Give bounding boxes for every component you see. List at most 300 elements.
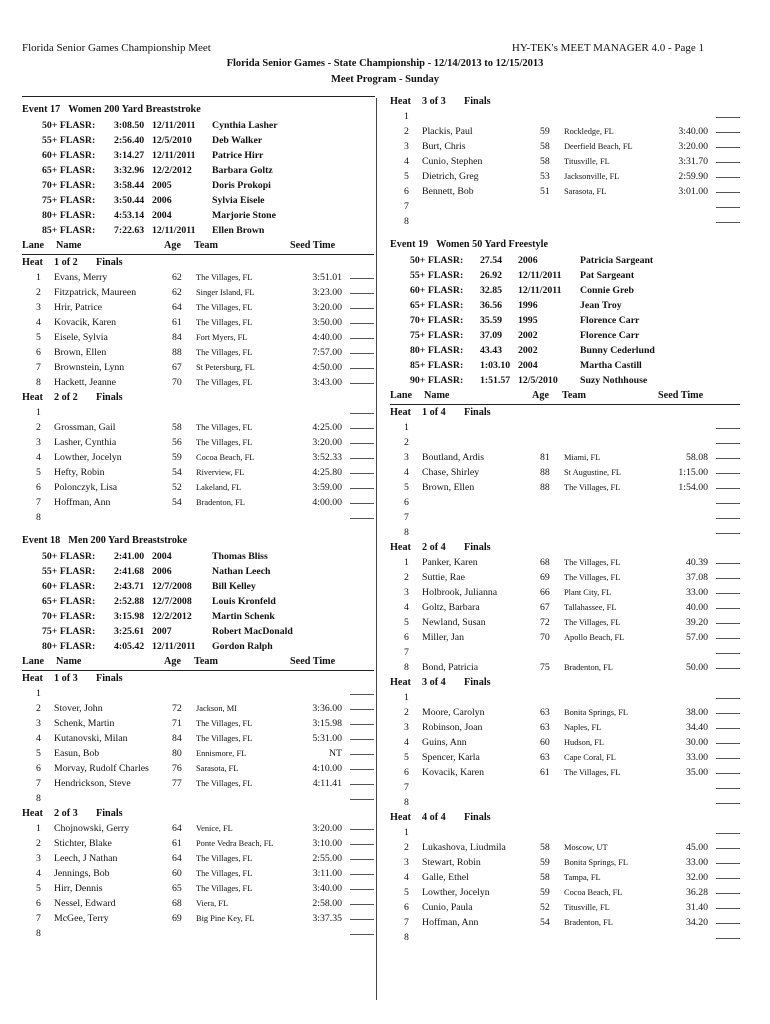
record-row xyxy=(390,330,740,345)
seed-time: 4:11.41 xyxy=(312,778,342,789)
seed-time: 58.08 xyxy=(685,452,708,463)
swimmer-name: Hrir, Patrice xyxy=(54,302,103,313)
record-holder: Gordon Ralph xyxy=(212,641,273,652)
record-time: 2:43.71 xyxy=(114,581,145,592)
seed-time: 3:51.01 xyxy=(312,272,342,283)
swimmer-row xyxy=(390,827,740,842)
swimmer-age: 84 xyxy=(172,733,182,744)
lane-number: 7 xyxy=(36,362,41,373)
seed-time: 33.00 xyxy=(685,752,708,763)
result-blank-line xyxy=(716,653,740,654)
swimmer-team: The Villages, FL xyxy=(564,618,621,627)
record-row xyxy=(22,135,374,150)
result-blank-line xyxy=(350,874,374,875)
record-holder: Patricia Sargeant xyxy=(580,255,654,266)
lane-number: 8 xyxy=(404,216,409,227)
swimmer-row xyxy=(390,632,740,647)
record-age-group: 80+ FLASR: xyxy=(42,210,96,221)
lane-number: 7 xyxy=(404,201,409,212)
lane-number: 1 xyxy=(36,688,41,699)
lane-number: 5 xyxy=(404,752,409,763)
record-holder: Suzy Nothhouse xyxy=(580,375,648,386)
swimmer-age: 54 xyxy=(540,917,550,928)
swimmer-team: The Villages, FL xyxy=(196,273,253,282)
swimmer-name: Galle, Ethel xyxy=(422,872,469,883)
record-time: 3:25.61 xyxy=(114,626,145,637)
record-age-group: 50+ FLASR: xyxy=(42,120,96,131)
swimmer-row xyxy=(390,587,740,602)
record-time: 3:50.44 xyxy=(114,195,145,206)
result-blank-line xyxy=(350,458,374,459)
lane-number: 8 xyxy=(36,512,41,523)
heat-label: Heat xyxy=(390,407,411,418)
seed-time: 3:20.00 xyxy=(312,437,342,448)
lane-number: 2 xyxy=(404,126,409,137)
lane-number: 2 xyxy=(36,703,41,714)
seed-time: 39.20 xyxy=(685,617,708,628)
event-number: Event 19 xyxy=(390,239,429,250)
heat-header xyxy=(22,673,374,688)
lane-number: 8 xyxy=(36,377,41,388)
heat-number: 4 of 4 xyxy=(422,812,446,823)
swimmer-team: The Villages, FL xyxy=(564,483,621,492)
result-blank-line xyxy=(716,207,740,208)
swimmer-team: The Villages, FL xyxy=(564,558,621,567)
swimmer-age: 59 xyxy=(540,126,550,137)
swimmer-row xyxy=(22,868,374,883)
swimmer-age: 63 xyxy=(540,722,550,733)
seed-time: 50.00 xyxy=(685,662,708,673)
lane-number: 7 xyxy=(36,497,41,508)
heat-label: Heat xyxy=(390,812,411,823)
swimmer-age: 58 xyxy=(540,156,550,167)
seed-time: 3:10.00 xyxy=(312,838,342,849)
lane-number: 2 xyxy=(404,842,409,853)
team-header: Team xyxy=(194,240,218,251)
swimmer-age: 70 xyxy=(172,377,182,388)
swimmer-row xyxy=(390,782,740,797)
seed-time: 34.40 xyxy=(685,722,708,733)
record-time: 3:32.96 xyxy=(114,165,145,176)
result-blank-line xyxy=(716,908,740,909)
swimmer-row xyxy=(22,703,374,718)
swimmer-name: Easun, Bob xyxy=(54,748,100,759)
heat-label: Heat xyxy=(22,392,43,403)
record-age-group: 60+ FLASR: xyxy=(410,285,464,296)
swimmer-team: Cape Coral, FL xyxy=(564,753,616,762)
seed-time: 35.00 xyxy=(685,767,708,778)
swimmer-team: Naples, FL xyxy=(564,723,602,732)
seed-time: 7:57.00 xyxy=(312,347,342,358)
swimmer-name: Newland, Susan xyxy=(422,617,486,628)
record-row xyxy=(22,611,374,626)
record-time: 3:08.50 xyxy=(114,120,145,131)
seed-time-header: Seed Time xyxy=(658,390,704,401)
record-date: 12/11/2011 xyxy=(152,641,196,652)
record-age-group: 55+ FLASR: xyxy=(410,270,464,281)
swimmer-name: Moore, Carolyn xyxy=(422,707,485,718)
lane-number: 1 xyxy=(36,407,41,418)
record-date: 1996 xyxy=(518,300,538,311)
swimmer-age: 88 xyxy=(172,347,182,358)
right-column xyxy=(390,96,740,947)
swimmer-row xyxy=(390,497,740,512)
swimmer-age: 56 xyxy=(172,437,182,448)
swimmer-row xyxy=(390,722,740,737)
swimmer-age: 80 xyxy=(172,748,182,759)
lane-number: 8 xyxy=(36,928,41,939)
heat-number: 3 of 3 xyxy=(422,96,446,107)
record-holder: Connie Greb xyxy=(580,285,634,296)
swimmer-name: Lukashova, Liudmila xyxy=(422,842,506,853)
swimmer-team: Rockledge, FL xyxy=(564,127,614,136)
swimmer-team: The Villages, FL xyxy=(196,779,253,788)
heat-finals: Finals xyxy=(464,407,491,418)
lane-number: 2 xyxy=(36,287,41,298)
seed-time: 3:23.00 xyxy=(312,287,342,298)
event-name: Women 50 Yard Freestyle xyxy=(436,239,548,250)
swimmer-row xyxy=(22,452,374,467)
swimmer-team: Titusville, FL xyxy=(564,903,610,912)
lane-number: 6 xyxy=(404,632,409,643)
record-holder: Doris Prokopi xyxy=(212,180,271,191)
swimmer-age: 52 xyxy=(172,482,182,493)
swimmer-team: The Villages, FL xyxy=(196,318,253,327)
age-header: Age xyxy=(164,656,181,667)
result-blank-line xyxy=(716,893,740,894)
swimmer-name: Stewart, Robin xyxy=(422,857,481,868)
lane-number: 1 xyxy=(36,272,41,283)
seed-time: 4:40.00 xyxy=(312,332,342,343)
seed-time: 38.00 xyxy=(685,707,708,718)
swimmer-row xyxy=(22,287,374,302)
swimmer-age: 67 xyxy=(172,362,182,373)
lane-number: 6 xyxy=(36,347,41,358)
record-holder: Sylvia Eisele xyxy=(212,195,265,206)
swimmer-row xyxy=(390,572,740,587)
record-age-group: 90+ FLASR: xyxy=(410,375,464,386)
swimmer-team: The Villages, FL xyxy=(196,438,253,447)
record-holder: Martin Schenk xyxy=(212,611,275,622)
result-blank-line xyxy=(350,443,374,444)
swimmer-name: Evans, Merry xyxy=(54,272,108,283)
seed-time: 3:37.35 xyxy=(312,913,342,924)
swimmer-row xyxy=(390,467,740,482)
swimmer-name: Suttie, Rae xyxy=(422,572,465,583)
software-page-label: HY-TEK's MEET MANAGER 4.0 - Page 1 xyxy=(511,42,704,54)
record-time: 1:51.57 xyxy=(480,375,511,386)
swimmer-row xyxy=(390,141,740,156)
heat-number: 1 of 2 xyxy=(54,257,78,268)
seed-time: 3:59.00 xyxy=(312,482,342,493)
swimmer-team: Fort Myers, FL xyxy=(196,333,248,342)
result-blank-line xyxy=(716,713,740,714)
result-blank-line xyxy=(716,117,740,118)
record-time: 32.85 xyxy=(480,285,503,296)
lane-number: 3 xyxy=(36,437,41,448)
lane-number: 2 xyxy=(404,572,409,583)
record-holder: Robert MacDonald xyxy=(212,626,293,637)
result-blank-line xyxy=(350,919,374,920)
record-age-group: 65+ FLASR: xyxy=(410,300,464,311)
event-header xyxy=(390,239,740,255)
age-header: Age xyxy=(164,240,181,251)
result-blank-line xyxy=(716,623,740,624)
record-row xyxy=(22,581,374,596)
swimmer-row xyxy=(390,527,740,542)
lane-number: 8 xyxy=(36,793,41,804)
lane-number: 5 xyxy=(404,887,409,898)
lane-number: 6 xyxy=(404,186,409,197)
swimmer-age: 64 xyxy=(172,823,182,834)
swimmer-age: 88 xyxy=(540,467,550,478)
record-age-group: 80+ FLASR: xyxy=(42,641,96,652)
result-blank-line xyxy=(716,473,740,474)
swimmer-team: Hudson, FL xyxy=(564,738,605,747)
result-blank-line xyxy=(716,443,740,444)
record-date: 12/2/2012 xyxy=(152,165,192,176)
seed-time: 3:20.00 xyxy=(312,823,342,834)
lane-number: 8 xyxy=(404,662,409,673)
record-age-group: 65+ FLASR: xyxy=(42,165,96,176)
swimmer-team: Riverview, FL xyxy=(196,468,245,477)
swimmer-team: Cocoa Beach, FL xyxy=(196,453,255,462)
seed-time: 4:00.00 xyxy=(312,497,342,508)
result-blank-line xyxy=(350,934,374,935)
swimmer-name: McGee, Terry xyxy=(54,913,109,924)
record-time: 2:41.00 xyxy=(114,551,145,562)
record-time: 2:56.40 xyxy=(114,135,145,146)
record-row xyxy=(22,225,374,240)
record-age-group: 80+ FLASR: xyxy=(410,345,464,356)
seed-time: 3:40.00 xyxy=(678,126,708,137)
record-date: 2007 xyxy=(152,626,172,637)
heat-label: Heat xyxy=(22,257,43,268)
result-blank-line xyxy=(716,593,740,594)
lane-number: 6 xyxy=(36,763,41,774)
record-row xyxy=(390,375,740,390)
result-blank-line xyxy=(716,488,740,489)
heat-number: 1 of 3 xyxy=(54,673,78,684)
swimmer-name: Robinson, Joan xyxy=(422,722,483,733)
result-blank-line xyxy=(350,844,374,845)
swimmer-row xyxy=(22,898,374,913)
swimmer-team: Bonita Springs, FL xyxy=(564,708,628,717)
record-date: 12/5/2010 xyxy=(518,375,558,386)
swimmer-team: Lakeland, FL xyxy=(196,483,242,492)
result-blank-line xyxy=(350,428,374,429)
lane-number: 5 xyxy=(404,617,409,628)
event-header xyxy=(22,535,374,551)
record-time: 36.56 xyxy=(480,300,503,311)
swimmer-row xyxy=(390,887,740,902)
column-headers xyxy=(22,240,374,255)
record-row xyxy=(390,360,740,375)
swimmer-name: Kovacik, Karen xyxy=(422,767,485,778)
swimmer-name: Schenk, Martin xyxy=(54,718,115,729)
record-holder: Florence Carr xyxy=(580,330,640,341)
swimmer-team: The Villages, FL xyxy=(196,854,253,863)
result-blank-line xyxy=(716,863,740,864)
lane-number: 5 xyxy=(404,171,409,182)
record-date: 12/11/2011 xyxy=(152,120,196,131)
meet-name: Florida Senior Games Championship Meet xyxy=(22,42,211,54)
swimmer-age: 60 xyxy=(540,737,550,748)
swimmer-age: 58 xyxy=(540,842,550,853)
swimmer-row xyxy=(22,688,374,703)
record-holder: Florence Carr xyxy=(580,315,640,326)
heat-finals: Finals xyxy=(464,96,491,107)
result-blank-line xyxy=(350,769,374,770)
result-blank-line xyxy=(350,488,374,489)
result-blank-line xyxy=(716,608,740,609)
seed-time: 33.00 xyxy=(685,587,708,598)
heat-finals: Finals xyxy=(96,257,123,268)
swimmer-age: 81 xyxy=(540,452,550,463)
heat-header xyxy=(22,808,374,823)
record-time: 2:41.68 xyxy=(114,566,145,577)
swimmer-row xyxy=(390,902,740,917)
swimmer-name: Holbrook, Julianna xyxy=(422,587,498,598)
lane-number: 3 xyxy=(404,722,409,733)
heat-label: Heat xyxy=(390,677,411,688)
column-headers xyxy=(390,390,740,405)
swimmer-name: Morvay, Rudolf Charles xyxy=(54,763,149,774)
swimmer-team: The Villages, FL xyxy=(564,573,621,582)
swimmer-row xyxy=(22,482,374,497)
lane-number: 1 xyxy=(404,557,409,568)
record-holder: Cynthia Lasher xyxy=(212,120,278,131)
swimmer-age: 84 xyxy=(172,332,182,343)
swimmer-age: 67 xyxy=(540,602,550,613)
heat-header xyxy=(390,812,740,827)
heat-finals: Finals xyxy=(464,812,491,823)
swimmer-age: 62 xyxy=(172,287,182,298)
result-blank-line xyxy=(716,743,740,744)
lane-number: 7 xyxy=(404,512,409,523)
result-blank-line xyxy=(716,878,740,879)
result-blank-line xyxy=(350,829,374,830)
swimmer-row xyxy=(22,823,374,838)
result-blank-line xyxy=(716,668,740,669)
heat-number: 2 of 2 xyxy=(54,392,78,403)
record-age-group: 75+ FLASR: xyxy=(42,195,96,206)
lane-number: 7 xyxy=(36,778,41,789)
record-date: 2004 xyxy=(152,210,172,221)
heat-finals: Finals xyxy=(96,673,123,684)
swimmer-name: Lowther, Jocelyn xyxy=(54,452,122,463)
swimmer-team: The Villages, FL xyxy=(196,884,253,893)
spacer xyxy=(390,231,740,239)
seed-time: 2:58.00 xyxy=(312,898,342,909)
result-blank-line xyxy=(716,458,740,459)
lane-number: 4 xyxy=(36,733,41,744)
lane-number: 8 xyxy=(404,932,409,943)
record-row xyxy=(390,315,740,330)
swimmer-row xyxy=(390,662,740,677)
record-age-group: 75+ FLASR: xyxy=(42,626,96,637)
record-date: 12/7/2008 xyxy=(152,596,192,607)
swimmer-age: 61 xyxy=(540,767,550,778)
seed-time: 3:43.00 xyxy=(312,377,342,388)
result-blank-line xyxy=(350,503,374,504)
swimmer-team: Bonita Springs, FL xyxy=(564,858,628,867)
swimmer-team: Venice, FL xyxy=(196,824,233,833)
seed-time: 36.28 xyxy=(685,887,708,898)
result-blank-line xyxy=(350,518,374,519)
seed-time: 3:52.33 xyxy=(312,452,342,463)
lane-number: 3 xyxy=(404,141,409,152)
swimmer-name: Hoffman, Ann xyxy=(422,917,479,928)
swimmer-name: Miller, Jan xyxy=(422,632,465,643)
record-row xyxy=(22,150,374,165)
result-blank-line xyxy=(350,353,374,354)
record-date: 12/5/2010 xyxy=(152,135,192,146)
swimmer-row xyxy=(22,467,374,482)
swimmer-row xyxy=(22,317,374,332)
lane-number: 1 xyxy=(404,827,409,838)
swimmer-name: Panker, Karen xyxy=(422,557,478,568)
swimmer-team: The Villages, FL xyxy=(196,423,253,432)
seed-time: 1:54.00 xyxy=(678,482,708,493)
swimmer-name: Hendrickson, Steve xyxy=(54,778,131,789)
result-blank-line xyxy=(716,848,740,849)
result-blank-line xyxy=(350,709,374,710)
swimmer-age: 63 xyxy=(540,752,550,763)
lane-number: 4 xyxy=(404,467,409,478)
seed-time: 3:20.00 xyxy=(312,302,342,313)
swimmer-row xyxy=(22,377,374,392)
heat-number: 3 of 4 xyxy=(422,677,446,688)
record-age-group: 85+ FLASR: xyxy=(410,360,464,371)
record-time: 3:14.27 xyxy=(114,150,145,161)
result-blank-line xyxy=(716,728,740,729)
swimmer-team: The Villages, FL xyxy=(196,348,253,357)
swimmer-team: Jackson, MI xyxy=(196,704,237,713)
seed-time: NT xyxy=(328,748,342,759)
swimmer-name: Leech, J Nathan xyxy=(54,853,118,864)
swimmer-name: Stover, John xyxy=(54,703,103,714)
heat-header xyxy=(390,407,740,422)
lane-number: 3 xyxy=(404,587,409,598)
heat-number: 1 of 4 xyxy=(422,407,446,418)
swimmer-age: 54 xyxy=(172,497,182,508)
swimmer-age: 64 xyxy=(172,853,182,864)
lane-number: 6 xyxy=(404,497,409,508)
swimmer-name: Chase, Shirley xyxy=(422,467,480,478)
seed-time-header: Seed Time xyxy=(290,656,336,667)
record-time: 1:03.10 xyxy=(480,360,511,371)
result-blank-line xyxy=(716,162,740,163)
lane-number: 6 xyxy=(36,482,41,493)
swimmer-team: The Villages, FL xyxy=(196,303,253,312)
seed-time: 4:25.00 xyxy=(312,422,342,433)
swimmer-name: Plackis, Paul xyxy=(422,126,473,137)
swimmer-team: Cocoa Beach, FL xyxy=(564,888,623,897)
swimmer-name: Stichter, Blake xyxy=(54,838,112,849)
record-row xyxy=(22,210,374,225)
record-row xyxy=(390,255,740,270)
seed-time: 34.20 xyxy=(685,917,708,928)
heat-finals: Finals xyxy=(96,392,123,403)
seed-time: 3:11.00 xyxy=(312,868,342,879)
heat-finals: Finals xyxy=(464,677,491,688)
seed-time: 33.00 xyxy=(685,857,708,868)
swimmer-name: Bond, Patricia xyxy=(422,662,479,673)
result-blank-line xyxy=(350,413,374,414)
result-blank-line xyxy=(350,739,374,740)
seed-time: 3:31.70 xyxy=(678,156,708,167)
